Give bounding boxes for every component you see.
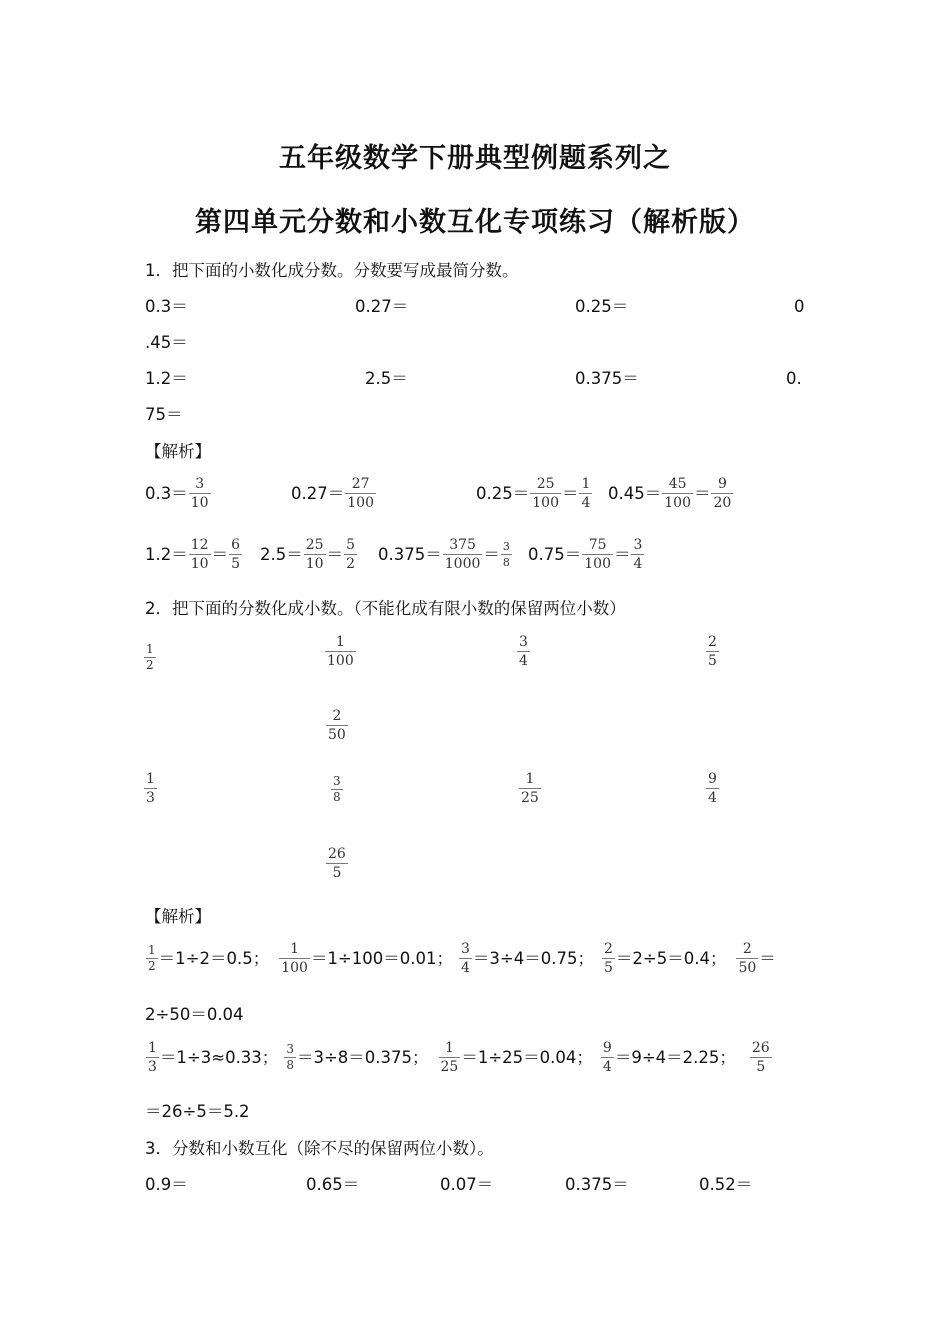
q3-prompt: 3．分数和小数互化（除不尽的保留两位小数）。 [145,1139,494,1158]
fraction: 9 20 [713,476,732,511]
q1-item: 0.27＝ [355,297,409,316]
q3-item: 0.52＝ [699,1175,753,1194]
q3-item: 0.07＝ [440,1175,494,1194]
fraction: 3 10 [190,476,209,511]
fraction: 75 100 [584,537,611,572]
q2-fraction: 1 3 [146,771,155,806]
q1-answer-0.25: 0.25＝ 25 100 ＝ 1 4 [476,476,591,511]
fraction: 3 8 [286,1042,294,1072]
q2-fraction: 3 8 [333,774,341,804]
q1-item: 0. [786,369,802,388]
q2-fraction: 2 5 [708,634,717,669]
q1-item: 1.2＝ [145,369,188,388]
fraction: 45 100 [664,476,691,511]
q2-solution-row-2-tail: ＝26÷5＝5.2 [145,1102,250,1121]
title-line-2: 第四单元分数和小数互化专项练习（解析版） [195,207,755,238]
fraction: 1 4 [581,476,591,511]
q2-fraction: 3 4 [519,634,528,669]
fraction: 26 5 [751,1040,770,1075]
fraction: 2 5 [603,941,613,976]
fraction: 25 100 [532,476,559,511]
q2-fraction: 1 2 [146,642,154,672]
q1-prompt: 1．把下面的小数化成分数。分数要写成最简分数。 [145,261,519,280]
q1-answer-0.27: 0.27＝ 27 100 [291,476,374,511]
fraction: 5 2 [346,537,355,572]
q2-fraction: 26 5 [328,846,346,881]
q1-analysis-label: 【解析】 [145,442,211,461]
fraction: 9 4 [602,1040,612,1075]
q1-item: 0.375＝ [575,369,639,388]
q2-fraction: 9 4 [708,771,717,806]
title-line-1: 五年级数学下册典型例题系列之 [279,143,671,174]
q1-item: 75＝ [145,405,183,424]
q1-item: 0 [794,297,805,316]
q1-answer-0.3: 0.3＝ 3 10 [145,476,209,511]
q1-answer-0.375: 0.375＝ 375 1000 ＝ 3 8 [378,537,510,572]
q2-fraction: 2 50 [328,708,346,743]
q2-analysis-label: 【解析】 [145,907,211,926]
fraction: 3 4 [461,941,470,976]
fraction: 2 50 [738,941,757,976]
q2-prompt: 2．把下面的分数化成小数。（不能化成有限小数的保留两位小数） [145,599,626,618]
fraction: 3 4 [633,537,643,572]
fraction: 1 100 [281,941,308,976]
q1-answer-1.2: 1.2＝ 12 10 ＝ 6 5 [145,537,240,572]
q3-item: 0.65＝ [306,1175,360,1194]
q2-solution-row-1-tail: 2÷50＝0.04 [145,1005,244,1024]
q2-fraction: 1 100 [327,634,354,669]
q2-fraction: 1 25 [521,771,539,806]
q2-solution-row-1: 1 2 ＝1÷2＝0.5； 1 100 ＝1÷100＝0.01； 3 4 ＝3÷4＝0.75； 2 5 ＝2÷5＝0.4； 2 50 ＝ [148,941,776,976]
q1-answer-2.5: 2.5＝ 25 10 ＝ 5 2 [260,537,355,572]
q1-answer-0.45: 0.45＝ 45 100 ＝ 9 20 [608,476,732,511]
fraction: 6 5 [231,537,240,572]
q1-item: 2.5＝ [365,369,408,388]
q2-solution-row-2: 1 3 ＝1÷3≈0.33； 3 8 ＝3÷8＝0.375； 1 25 ＝1÷25＝0.04； 9 4 ＝9÷4＝2.25； 26 5 [148,1040,770,1075]
q3-item: 0.375＝ [565,1175,629,1194]
fraction: 27 100 [347,476,374,511]
q1-item: .45＝ [145,333,188,352]
fraction: 1 3 [148,1040,157,1075]
q1-item: 0.25＝ [575,297,629,316]
fraction: 1 2 [148,943,156,973]
fraction: 3 8 [502,540,510,569]
q1-item: 0.3＝ [145,297,188,316]
q1-answer-0.75: 0.75＝ 75 100 ＝ 3 4 [528,537,643,572]
fraction: 25 10 [305,537,324,572]
fraction: 12 10 [190,537,209,572]
fraction: 375 1000 [444,537,481,572]
fraction: 1 25 [440,1040,459,1075]
q3-item: 0.9＝ [145,1175,188,1194]
